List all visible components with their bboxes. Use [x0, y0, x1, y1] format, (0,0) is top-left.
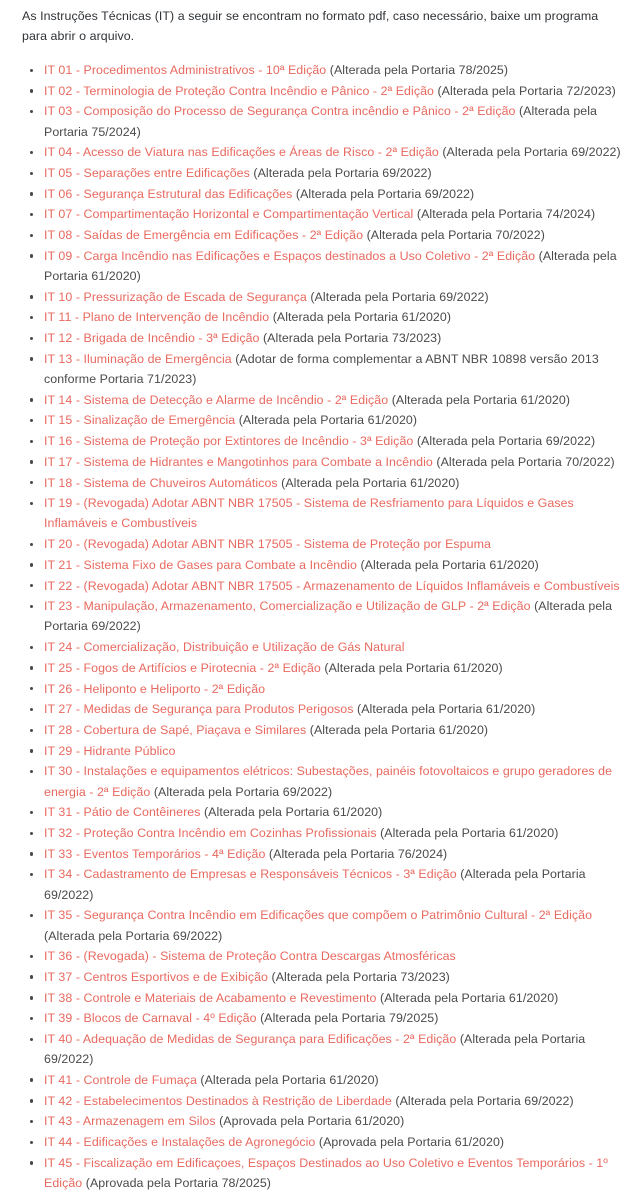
bullet-icon — [30, 646, 33, 649]
list-item — [22, 1132, 627, 1152]
bullet-icon — [30, 873, 33, 876]
it-document-note: (Alterada pela Portaria 74/2024) — [413, 207, 596, 222]
it-document-link[interactable]: IT 17 - Sistema de Hidrantes e Mangotinhos para Combate a Incêndio — [44, 454, 433, 469]
it-document-link[interactable]: IT 39 - Blocos de Carnaval - 4º Edição — [44, 1011, 257, 1026]
it-document-link[interactable]: IT 34 - Cadastramento de Empresas e Responsáveis Técnicos - 3ª Edição — [44, 867, 457, 882]
list-item — [22, 60, 627, 80]
it-document-note: (Alterada pela Portaria 61/2020) — [277, 475, 460, 490]
list-item — [22, 349, 627, 389]
it-document-note: (Alterada pela Portaria 69/2022) — [249, 166, 432, 181]
list-item — [22, 246, 627, 286]
it-document-note: (Alterada pela Portaria 73/2023) — [259, 331, 442, 346]
it-document-note: (Alterada pela Portaria 78/2025) — [326, 63, 509, 77]
bullet-icon — [30, 729, 33, 732]
list-item — [22, 390, 627, 410]
bullet-icon — [30, 254, 33, 257]
it-document-note: (Alterada pela Portaria 61/2020) — [356, 557, 539, 572]
bullet-icon — [30, 1078, 33, 1081]
list-item — [22, 658, 627, 678]
list-item — [22, 699, 627, 719]
list-item — [22, 967, 627, 987]
list-item — [22, 431, 627, 451]
it-document-link[interactable]: IT 15 - Sinalização de Emergência — [44, 413, 236, 428]
list-item — [22, 823, 627, 843]
it-document-link[interactable]: IT 09 - Carga Incêndio nas Edificações e Espaços destinados a Uso Coletivo - 2ª Edição — [44, 248, 536, 263]
it-document-note: (Alterada pela Portaria 61/2020) — [196, 1072, 379, 1087]
list-item — [22, 905, 627, 945]
bullet-icon — [30, 584, 33, 587]
it-document-note: (Alterada pela Portaria 72/2023) — [433, 83, 616, 98]
bullet-icon — [30, 687, 33, 690]
list-item — [22, 864, 627, 904]
list-item — [22, 287, 627, 307]
list-item — [22, 1008, 627, 1028]
list-item — [22, 555, 627, 575]
it-document-link[interactable]: IT 43 - Armazenagem em Silos — [44, 1114, 216, 1129]
it-document-link[interactable]: IT 12 - Brigada de Incêndio - 3ª Edição — [44, 331, 260, 346]
it-document-link[interactable]: IT 35 - Segurança Contra Incêndio em Edificações que compõem o Patrimônio Cultural - 2ª Edição — [44, 908, 593, 923]
it-document-link[interactable]: IT 18 - Sistema de Chuveiros Automáticos — [44, 475, 278, 490]
list-item — [22, 1153, 627, 1193]
it-document-note: (Alterada pela Portaria 70/2022) — [432, 454, 615, 469]
list-item — [22, 988, 627, 1008]
bullet-icon — [30, 295, 33, 298]
it-document-note: (Alterada pela Portaria 69/2022) — [413, 434, 596, 449]
it-document-link[interactable]: IT 20 - (Revogada) Adotar ABNT NBR 17505 - Sistema de Proteção por Espuma — [44, 537, 491, 552]
it-document-note: (Alterada pela Portaria 69/2022) — [44, 1032, 586, 1067]
bullet-icon — [30, 1038, 33, 1041]
bullet-icon — [30, 192, 33, 195]
bullet-icon — [30, 1161, 33, 1164]
it-document-note: (Alterada pela Portaria 69/2022) — [44, 599, 613, 634]
list-item — [22, 596, 627, 636]
list-item — [22, 1091, 627, 1111]
it-document-link[interactable]: IT 28 - Cobertura de Sapé, Piaçava e Similares — [44, 723, 307, 737]
it-document-note: (Alterada pela Portaria 69/2022) — [292, 186, 475, 201]
it-document-note: (Aprovada pela Portaria 61/2020) — [215, 1114, 405, 1129]
it-document-link[interactable]: IT 16 - Sistema de Proteção por Extintores de Incêndio - 3ª Edição — [44, 434, 414, 449]
it-document-link[interactable]: IT 01 - Procedimentos Administrativos - 10ª Edição — [44, 63, 327, 77]
it-document-note: (Aprovada pela Portaria 61/2020) — [315, 1135, 505, 1150]
it-document-note: (Alterada pela Portaria 61/2020) — [200, 805, 383, 820]
list-item — [22, 493, 627, 533]
list-item — [22, 844, 627, 864]
list-item — [22, 81, 627, 101]
list-item — [22, 410, 627, 430]
it-document-note: (Alterada pela Portaria 75/2024) — [44, 104, 598, 139]
it-document-note: (Alterada pela Portaria 69/2022) — [306, 289, 489, 304]
bullet-icon — [30, 316, 33, 319]
it-document-link[interactable]: IT 32 - Proteção Contra Incêndio em Cozinhas Profissionais — [44, 826, 377, 841]
bullet-icon — [30, 605, 33, 608]
it-document-link[interactable]: IT 27 - Medidas de Segurança para Produtos Perigosos — [44, 702, 354, 717]
bullet-icon — [30, 749, 33, 752]
bullet-icon — [30, 852, 33, 855]
instrucoes-tecnicas-list — [22, 60, 627, 1193]
it-document-note: (Alterada pela Portaria 69/2022) — [391, 1093, 574, 1108]
bullet-icon — [30, 440, 33, 443]
bullet-icon — [30, 1120, 33, 1123]
it-document-link[interactable]: IT 29 - Hidrante Público — [44, 743, 176, 758]
list-item — [22, 637, 627, 657]
it-document-note: (Alterada pela Portaria 76/2024) — [265, 846, 448, 861]
it-document-link[interactable]: IT 05 - Separações entre Edificações — [44, 166, 250, 181]
bullet-icon — [30, 89, 33, 92]
it-document-note: (Alterada pela Portaria 69/2022) — [44, 928, 223, 943]
list-item — [22, 328, 627, 348]
bullet-icon — [30, 914, 33, 917]
bullet-icon — [30, 1099, 33, 1102]
bullet-icon — [30, 398, 33, 401]
bullet-icon — [30, 666, 33, 669]
it-document-link[interactable]: IT 44 - Edificações e Instalações de Agronegócio — [44, 1135, 316, 1150]
list-item — [22, 1070, 627, 1090]
bullet-icon — [30, 563, 33, 566]
it-document-link[interactable]: IT 41 - Controle de Fumaça — [44, 1072, 197, 1087]
bullet-icon — [30, 811, 33, 814]
list-item — [22, 142, 627, 162]
list-item — [22, 576, 627, 596]
it-document-link[interactable]: IT 23 - Manipulação, Armazenamento, Comercialização e Utilização de GLP - 2ª Edição — [44, 599, 531, 614]
bullet-icon — [30, 151, 33, 154]
it-document-link[interactable]: IT 10 - Pressurização de Escada de Segurança — [44, 289, 307, 304]
it-document-note: (Alterada pela Portaria 79/2025) — [256, 1011, 439, 1026]
list-item — [22, 184, 627, 204]
it-document-link[interactable]: IT 14 - Sistema de Detecção e Alarme de Incêndio - 2ª Edição — [44, 392, 389, 407]
it-document-note: (Alterada pela Portaria 69/2022) — [438, 145, 621, 160]
it-document-link[interactable]: IT 07 - Compartimentação Horizontal e Compartimentação Vertical — [44, 207, 414, 222]
bullet-icon — [30, 832, 33, 835]
it-document-link[interactable]: IT 38 - Controle e Materiais de Acabamento e Revestimento — [44, 990, 377, 1005]
it-document-note: (Alterada pela Portaria 69/2022) — [150, 784, 333, 799]
bullet-icon — [30, 955, 33, 958]
it-document-link[interactable]: IT 42 - Estabelecimentos Destinados à Restrição de Liberdade — [44, 1093, 392, 1108]
bullet-icon — [30, 172, 33, 175]
bullet-icon — [30, 110, 33, 113]
bullet-icon — [30, 708, 33, 711]
bullet-icon — [30, 975, 33, 978]
it-document-note: (Alterada pela Portaria 70/2022) — [363, 228, 545, 243]
bullet-icon — [30, 337, 33, 340]
it-document-note: (Alterada pela Portaria 61/2020) — [306, 723, 489, 737]
it-document-note: (Alterada pela Portaria 61/2020) — [388, 392, 571, 407]
bullet-icon — [30, 419, 33, 422]
list-item — [22, 720, 627, 740]
it-document-link[interactable]: IT 24 - Comercialização, Distribuição e Utilização de Gás Natural — [44, 640, 405, 655]
it-document-link[interactable]: IT 26 - Heliponto e Heliporto - 2ª Edição — [44, 681, 266, 696]
list-item — [22, 1111, 627, 1131]
it-document-link[interactable]: IT 21 - Sistema Fixo de Gases para Combate a Incêndio — [44, 557, 357, 572]
list-item — [22, 802, 627, 822]
bullet-icon — [30, 543, 33, 546]
list-item — [22, 946, 627, 966]
it-document-note: (Alterada pela Portaria 61/2020) — [353, 702, 536, 717]
bullet-icon — [30, 357, 33, 360]
it-document-note: (Aprovada pela Portaria 78/2025) — [82, 1175, 271, 1190]
it-document-note: (Alterada pela Portaria 61/2020) — [376, 826, 559, 841]
bullet-icon — [30, 460, 33, 463]
it-document-note: (Alterada pela Portaria 61/2020) — [235, 413, 418, 428]
it-document-link[interactable]: IT 37 - Centros Esportivos e de Exibição — [44, 969, 269, 984]
list-item — [22, 225, 627, 245]
bullet-icon — [30, 502, 33, 505]
bullet-icon — [30, 234, 33, 237]
bullet-icon — [30, 770, 33, 773]
bullet-icon — [30, 1141, 33, 1144]
it-document-link[interactable]: IT 06 - Segurança Estrutural das Edificações — [44, 186, 293, 201]
bullet-icon — [30, 996, 33, 999]
it-document-link[interactable]: IT 25 - Fogos de Artifícios e Pirotecnia - 2ª Edição — [44, 660, 321, 675]
list-item — [22, 101, 627, 141]
intro-paragraph: As Instruções Técnicas (IT) a seguir se encontram no formato pdf, caso necessário, baixe um programa para abrir o arquivo. — [22, 9, 599, 43]
list-item — [22, 761, 627, 801]
it-document-link[interactable]: IT 13 - Iluminação de Emergência — [44, 351, 232, 366]
it-document-link[interactable]: IT 36 - (Revogada) - Sistema de Proteção Contra Descargas Atmosféricas — [44, 949, 456, 964]
bullet-icon — [30, 69, 33, 72]
it-document-link[interactable]: IT 11 - Plano de Intervenção de Incêndio — [44, 310, 270, 325]
list-item — [22, 679, 627, 699]
it-document-link[interactable]: IT 31 - Pátio de Contêineres — [44, 805, 201, 820]
it-document-note: (Adotar de forma complementar a ABNT NBR 10898 versão 2013 conforme Portaria 71/2023) — [44, 351, 599, 387]
list-item — [22, 534, 627, 554]
it-document-link[interactable]: IT 22 - (Revogada) Adotar ABNT NBR 17505 - Armazenamento de Líquidos Inflamáveis e Combustíveis — [44, 578, 620, 593]
it-document-note: (Alterada pela Portaria 73/2023) — [268, 969, 450, 984]
bullet-icon — [30, 481, 33, 484]
list-item — [22, 473, 627, 493]
it-document-link[interactable]: IT 45 - Fiscalização em Edificaçoes, Espaços Destinados ao Uso Coletivo e Eventos Temporários - 1º Edição — [44, 1155, 608, 1190]
it-document-link[interactable]: IT 40 - Adequação de Medidas de Segurança para Edificações - 2ª Edição — [44, 1032, 457, 1047]
it-document-link[interactable]: IT 03 - Composição do Processo de Segurança Contra incêndio e Pânico - 2ª Edição — [44, 104, 516, 119]
bullet-icon — [30, 213, 33, 216]
it-document-note: (Alterada pela Portaria 61/2020) — [269, 310, 452, 325]
it-document-link[interactable]: IT 02 - Terminologia de Proteção Contra Incêndio e Pânico - 2ª Edição — [44, 83, 434, 98]
it-document-link[interactable]: IT 33 - Eventos Temporários - 4ª Edição — [44, 846, 266, 861]
it-document-note: (Alterada pela Portaria 69/2022) — [44, 867, 586, 902]
it-document-link[interactable]: IT 19 - (Revogada) Adotar ABNT NBR 17505 - Sistema de Resfriamento para Líquidos e Gases Inflamáveis e Combustíveis — [44, 496, 574, 531]
it-document-link[interactable]: IT 08 - Saídas de Emergência em Edificações - 2ª Edição — [44, 228, 364, 243]
list-item — [22, 307, 627, 327]
it-document-note: (Alterada pela Portaria 61/2020) — [376, 990, 559, 1005]
list-item — [22, 741, 627, 761]
list-item — [22, 452, 627, 472]
list-item — [22, 204, 627, 224]
it-document-note: (Alterada pela Portaria 61/2020) — [320, 660, 503, 675]
list-item — [22, 163, 627, 183]
it-document-link[interactable]: IT 04 - Acesso de Viatura nas Edificações e Áreas de Risco - 2ª Edição — [44, 145, 439, 160]
it-document-link[interactable]: IT 30 - Instalações e equipamentos elétricos: Subestações, painéis fotovoltaicos e grupo geradores de energia - 2ª Edição — [44, 764, 613, 799]
bullet-icon — [30, 1017, 33, 1020]
it-document-note: (Alterada pela Portaria 61/2020) — [44, 248, 617, 284]
list-item — [22, 1029, 627, 1069]
